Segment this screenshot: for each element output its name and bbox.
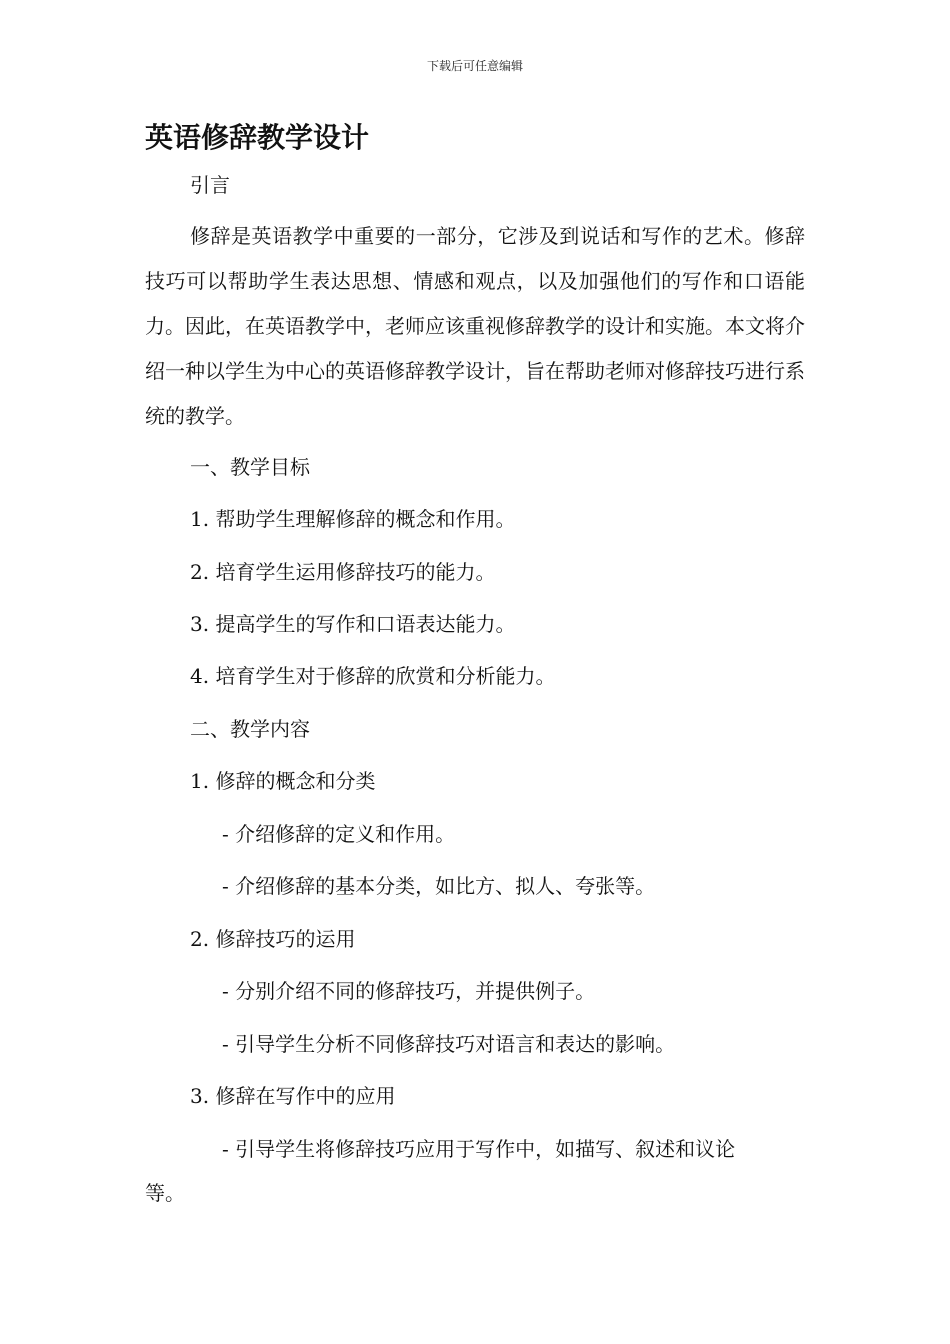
sub-item: - 引导学生将修辞技巧应用于写作中，如描写、叙述和议论 <box>222 1137 736 1161</box>
sub-item: - 引导学生分析不同修辞技巧对语言和表达的影响。 <box>222 1032 676 1056</box>
sub-item: - 分别介绍不同的修辞技巧，并提供例子。 <box>222 979 596 1003</box>
list-item-number: 1. <box>190 507 210 531</box>
list-item <box>190 924 355 954</box>
list-item <box>190 609 515 639</box>
list-item-number: 3. <box>190 1084 210 1108</box>
sub-item: - 介绍修辞的基本分类，如比方、拟人、夸张等。 <box>222 874 656 898</box>
list-item <box>190 661 555 691</box>
list-item-number: 2. <box>190 560 210 584</box>
section2-heading: 二、教学内容 <box>190 717 310 741</box>
list-item-number: 1. <box>190 769 210 793</box>
list-item <box>190 557 495 587</box>
list-item-text: 培育学生对于修辞的欣赏和分析能力。 <box>215 664 556 688</box>
intro-paragraph: 修辞是英语教学中重要的一部分，它涉及到说话和写作的艺术。修辞技巧可以帮助学生表达思想、情感和观点，以及加强他们的写作和口语能力。因此，在英语教学中，老师应该重视修辞教学的设计和实施。本文将介绍一种以学生为中心的英语修辞教学设计，旨在帮助老师对修辞技巧进行系统的教学。 <box>145 224 805 428</box>
list-item <box>190 1081 395 1111</box>
list-item <box>190 766 375 796</box>
section1-heading: 一、教学目标 <box>190 455 310 479</box>
list-item-text: 提高学生的写作和口语表达能力。 <box>215 612 516 636</box>
document-title: 英语修辞教学设计 <box>145 121 370 154</box>
list-item-text: 修辞技巧的运用 <box>215 927 356 951</box>
list-item-number: 2. <box>190 927 210 951</box>
list-item <box>190 504 515 534</box>
list-item-number: 4. <box>190 664 210 688</box>
sub-item: - 介绍修辞的定义和作用。 <box>222 822 456 846</box>
list-item-text: 修辞的概念和分类 <box>215 769 376 793</box>
sub-item-continuation: 等。 <box>145 1181 185 1205</box>
header-note: 下载后可任意编辑 <box>426 59 523 73</box>
list-item-text: 修辞在写作中的应用 <box>215 1084 396 1108</box>
intro-heading: 引言 <box>190 173 230 197</box>
list-item-text: 培育学生运用修辞技巧的能力。 <box>215 560 496 584</box>
list-item-text: 帮助学生理解修辞的概念和作用。 <box>215 507 516 531</box>
list-item-number: 3. <box>190 612 210 636</box>
